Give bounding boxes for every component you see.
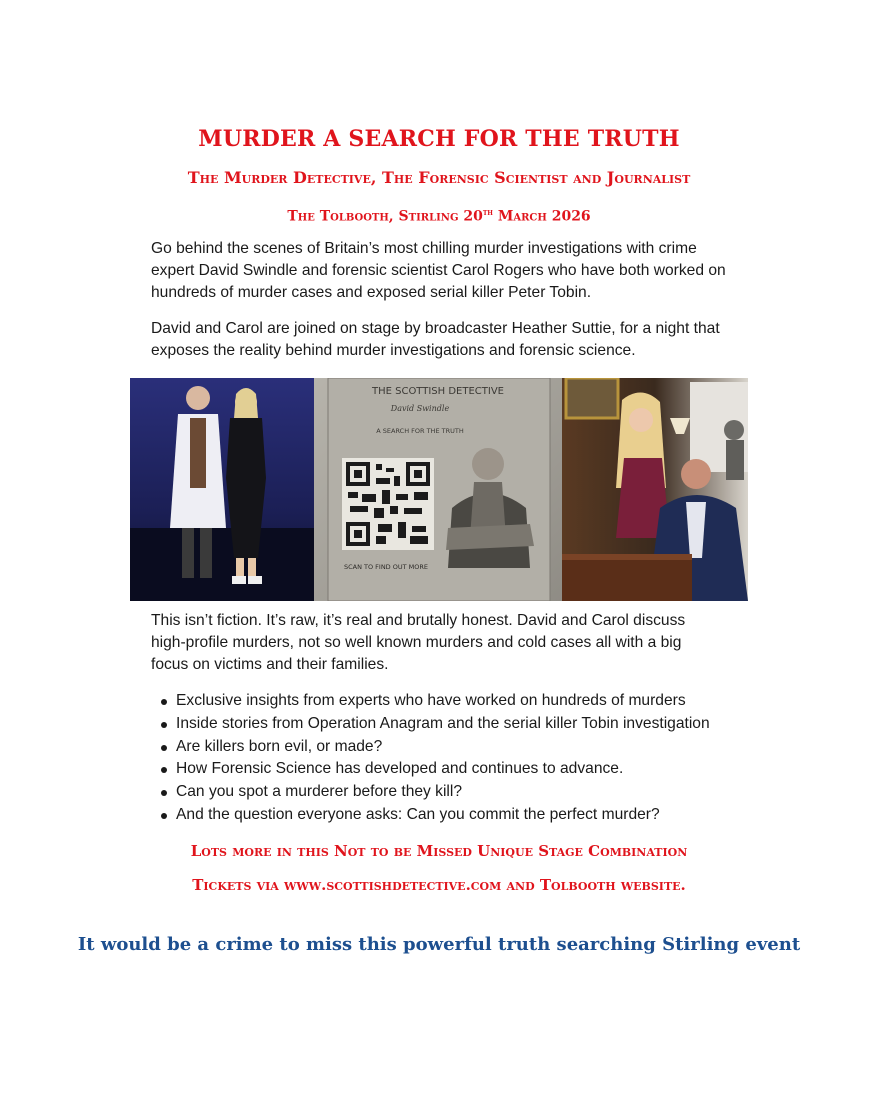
event-subtitle: The Murder Detective, The Forensic Scientist and Journalist <box>187 168 691 187</box>
list-item: Exclusive insights from experts who have worked on hundreds of murders <box>160 690 760 713</box>
event-title: MURDER A SEARCH FOR THE TRUTH <box>198 126 680 152</box>
book-subtitle-text: A SEARCH FOR THE TRUTH <box>376 427 464 435</box>
stage-photo <box>130 378 314 601</box>
venue-suffix: March 2026 <box>492 208 591 225</box>
event-venue-date <box>0 207 878 225</box>
list-item: Inside stories from Operation Anagram and the serial killer Tobin investigation <box>160 713 760 736</box>
photo-collage <box>130 378 748 601</box>
venue-date-suffix: th <box>482 207 493 217</box>
book-cover-photo <box>314 378 562 601</box>
closing-tagline: It would be a crime to miss this powerful truth searching Stirling event <box>77 934 801 955</box>
study-room-photo <box>562 378 748 601</box>
intro-paragraph-2: David and Carol are joined on stage by broadcaster Heather Suttie, for a night that exposes the reality behind murder investigations and forensic science. <box>151 320 720 359</box>
promo-line-1: Lots more in this Not to be Missed Unique Stage Combination <box>190 842 688 860</box>
body-paragraph: This isn’t fiction. It’s raw, it’s real and brutally honest. David and Carol discuss high-profile murders, not so well known murders and cold cases all with a big focus on victims and their families. <box>151 612 686 673</box>
list-item: Are killers born evil, or made? <box>160 736 760 759</box>
list-item: And the question everyone asks: Can you commit the perfect murder? <box>160 804 760 827</box>
venue-prefix: The Tolbooth, Stirling 20 <box>287 208 483 225</box>
list-item: How Forensic Science has developed and continues to advance. <box>160 758 760 781</box>
qr-code-icon <box>342 458 434 550</box>
list-item: Can you spot a murderer before they kill? <box>160 781 760 804</box>
tickets-line: Tickets via www.scottishdetective.com and Tolbooth website. <box>192 876 686 894</box>
intro-paragraph-1: Go behind the scenes of Britain’s most chilling murder investigations with crime expert David Swindle and forensic scientist Carol Rogers who have both worked on hundreds of murder cases and exposed serial killer Peter Tobin. <box>151 240 726 301</box>
book-scan-text: SCAN TO FIND OUT MORE <box>343 563 429 571</box>
book-title-text: THE SCOTTISH DETECTIVE <box>371 386 505 397</box>
highlights-list <box>160 690 760 827</box>
book-author-text: David Swindle <box>390 404 450 413</box>
